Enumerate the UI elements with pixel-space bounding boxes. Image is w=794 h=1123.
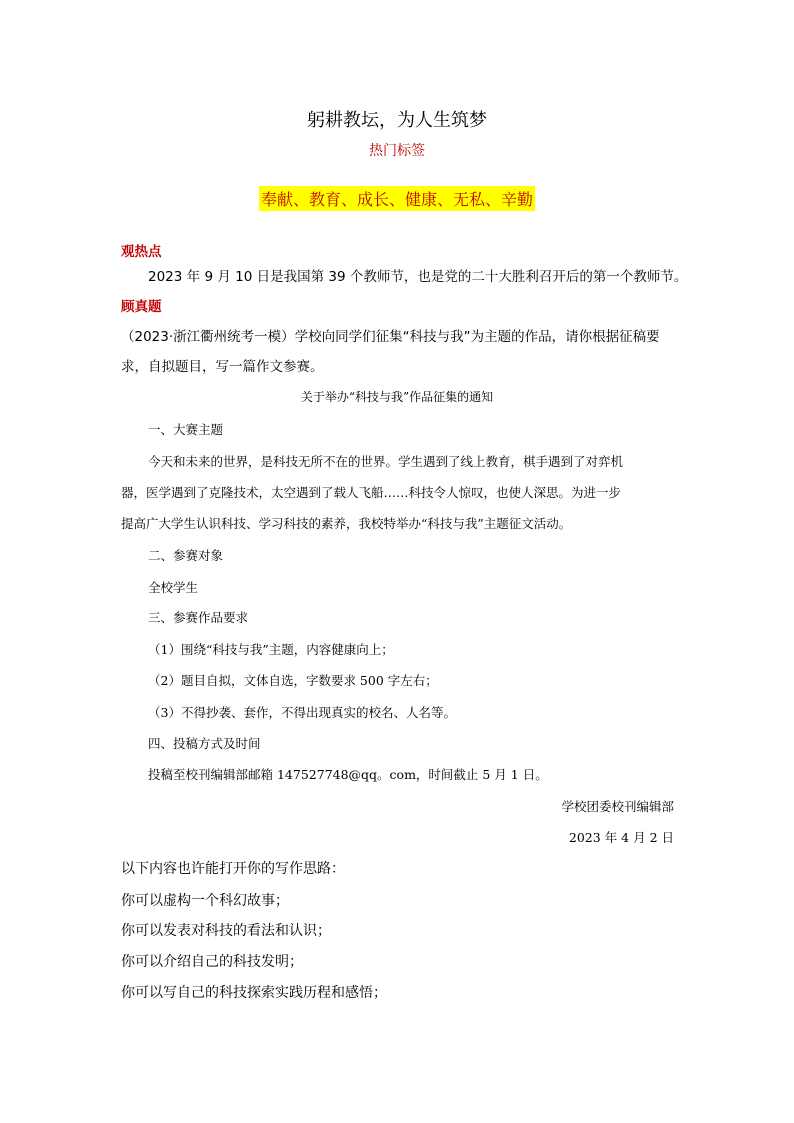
notice-section-3-item-3: （3）不得抄袭、套作，不得出现真实的校名、人名等。 (148, 705, 456, 720)
notice-signature: 学校团委校刊编辑部 (561, 799, 674, 814)
question-line-2: 求，自拟题目，写一篇作文参赛。 (121, 359, 324, 375)
question-heading: 顾真题 (121, 299, 162, 315)
notice-section-1-line-2: 器，医学遇到了克隆技术，太空遇到了载人飞船……科技令人惊叹，也使人深思。为进一步 (121, 485, 622, 500)
notice-section-1-line-3: 提高广大学生认识科技、学习科技的素养，我校特举办“科技与我”主题征文活动。 (121, 516, 572, 531)
idea-item: 你可以写自己的科技探索实践历程和感悟； (121, 985, 387, 1001)
notice-section-2-body: 全校学生 (148, 580, 199, 595)
question-line-1: （2023·浙江衢州统考一模）学校向同学们征集“科技与我”为主题的作品，请你根据征稿要 (121, 329, 660, 345)
notice-section-1-heading: 一、大赛主题 (148, 422, 224, 437)
hotspot-heading: 观热点 (121, 244, 162, 260)
notice-section-1-line-1: 今天和未来的世界，是科技无所不在的世界。学生遇到了线上教育，棋手遇到了对弈机 (148, 454, 624, 469)
idea-item: 你可以介绍自己的科技发明； (121, 954, 303, 970)
notice-section-3-heading: 三、参赛作品要求 (148, 610, 249, 625)
notice-section-3-item-1: （1）围绕“科技与我”主题，内容健康向上； (148, 642, 394, 657)
notice-date: 2023 年 4 月 2 日 (568, 830, 674, 845)
idea-item: 你可以虚构一个科幻故事； (121, 893, 289, 909)
notice-section-2-heading: 二、参赛对象 (148, 548, 224, 563)
notice-section-4-heading: 四、投稿方式及时间 (148, 736, 261, 751)
idea-item: 你可以发表对科技的看法和认识； (121, 923, 331, 939)
hot-tags-row (0, 186, 794, 211)
notice-section-3-item-2: （2）题目自拟，文体自选，字数要求 500 字左右； (148, 673, 438, 688)
hot-tags: 奉献、教育、成长、健康、无私、辛勤 (259, 186, 535, 211)
document-title: 躬耕教坛，为人生筑梦 (307, 110, 487, 131)
ideas-intro: 以下内容也许能打开你的写作思路： (121, 861, 345, 877)
notice-title: 关于举办“科技与我”作品征集的通知 (300, 390, 494, 404)
hot-tags-label: 热门标签 (369, 143, 425, 159)
notice-section-4-body: 投稿至校刊编辑部邮箱 147527748@qq。com，时间截止 5 月 1 日。 (148, 767, 548, 782)
hotspot-text: 2023 年 9 月 10 日是我国第 39 个教师节，也是党的二十大胜利召开后的第一个教师节。 (148, 269, 688, 285)
